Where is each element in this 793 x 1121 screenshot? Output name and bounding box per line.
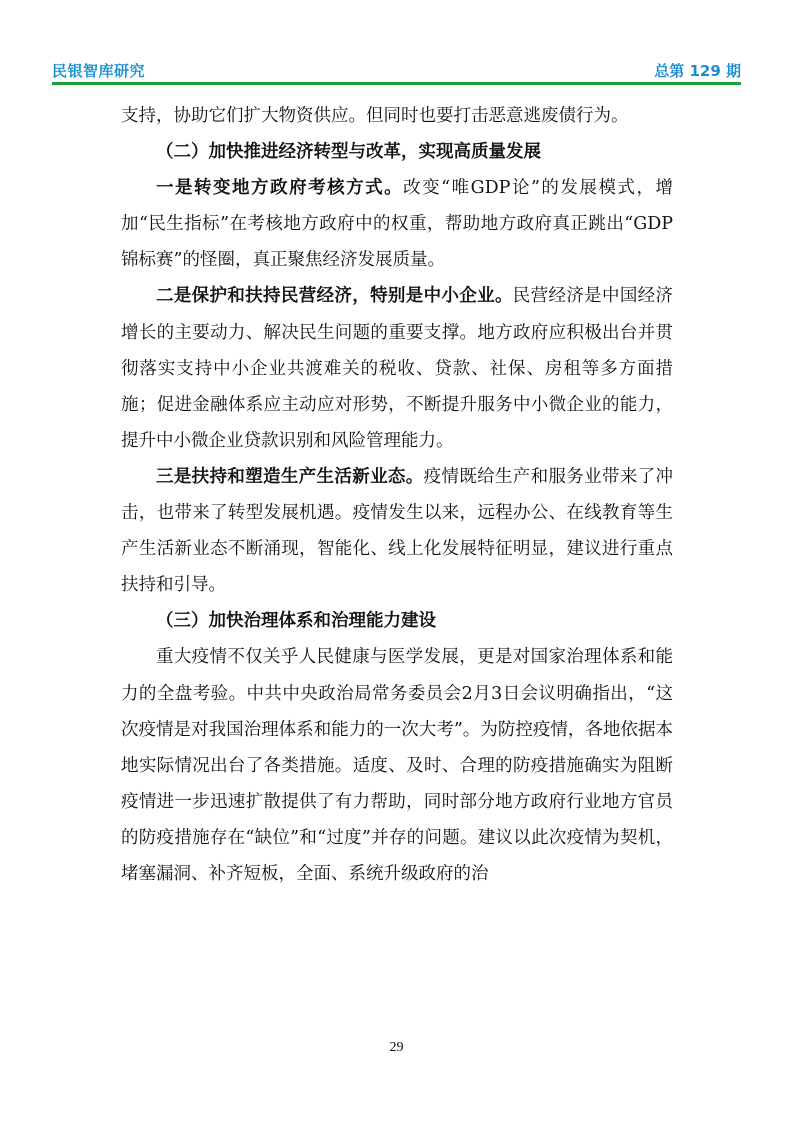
paragraph-text: 疫情既给生产和服务业带来了冲击，也带来了转型发展机遇。疫情发生以来，远程办公、在线教育等生产生活新业态不断涌现，智能化、线上化发展特征明显，建议进行重点扶持和引导。 — [121, 466, 674, 596]
header-divider — [52, 82, 741, 85]
paragraph-lead: 一是转变地方政府考核方式。 — [156, 178, 404, 199]
page-header — [52, 56, 741, 82]
paragraph-text: 民营经济是中国经济增长的主要动力、解决民生问题的重要支撑。地方政府应积极出台并贯彻落实支持中小企业共渡难关的税收、贷款、社保、房租等多方面措施；促进金融体系应主动应对形势，不断提升服务中小微企业的能力，提升中小微企业贷款识别和风险管理能力。 — [121, 286, 674, 451]
document-body — [121, 98, 673, 892]
issue-number: 总第 129 期 — [654, 62, 741, 80]
publication-title: 民银智库研究 — [52, 62, 146, 80]
paragraph-new-formats — [121, 459, 673, 603]
paragraph-assessment — [121, 170, 673, 278]
page-number: 29 — [389, 1040, 404, 1055]
paragraph-lead: 三是扶持和塑造生产生活新业态。 — [156, 466, 424, 487]
section-heading-2: （二）加快推进经济转型与改革，实现高质量发展 — [156, 142, 541, 163]
paragraph-governance: 重大疫情不仅关乎人民健康与医学发展，更是对国家治理体系和能力的全盘考验。中共中央政治局常务委员会2月3日会议明确指出，“这次疫情是对我国治理体系和能力的一次大考”。为防控疫情，各地依据本地实际情况出台了各类措施。适度、及时、合理的防疫措施确实为阻断疫情进一步迅速扩散提供了有力帮助，同时部分地方政府行业地方官员的防疫措施存在“缺位”和“过度”并存的问题。建议以此次疫情为契机，堵塞漏洞、补齐短板，全面、系统升级政府的治 — [121, 647, 673, 884]
paragraph-private-economy — [121, 278, 673, 458]
paragraph-text: 改变“唯GDP论”的发展模式，增加“民生指标”在考核地方政府中的权重，帮助地方政府真正跳出“GDP锦标赛”的怪圈，真正聚焦经济发展质量。 — [121, 178, 673, 271]
paragraph-lead: 二是保护和扶持民营经济，特别是中小企业。 — [156, 286, 513, 307]
section-heading-3: （三）加快治理体系和治理能力建设 — [156, 611, 436, 632]
paragraph-continuation: 支持，协助它们扩大物资供应。但同时也要打击恶意逃废债行为。 — [121, 106, 629, 126]
